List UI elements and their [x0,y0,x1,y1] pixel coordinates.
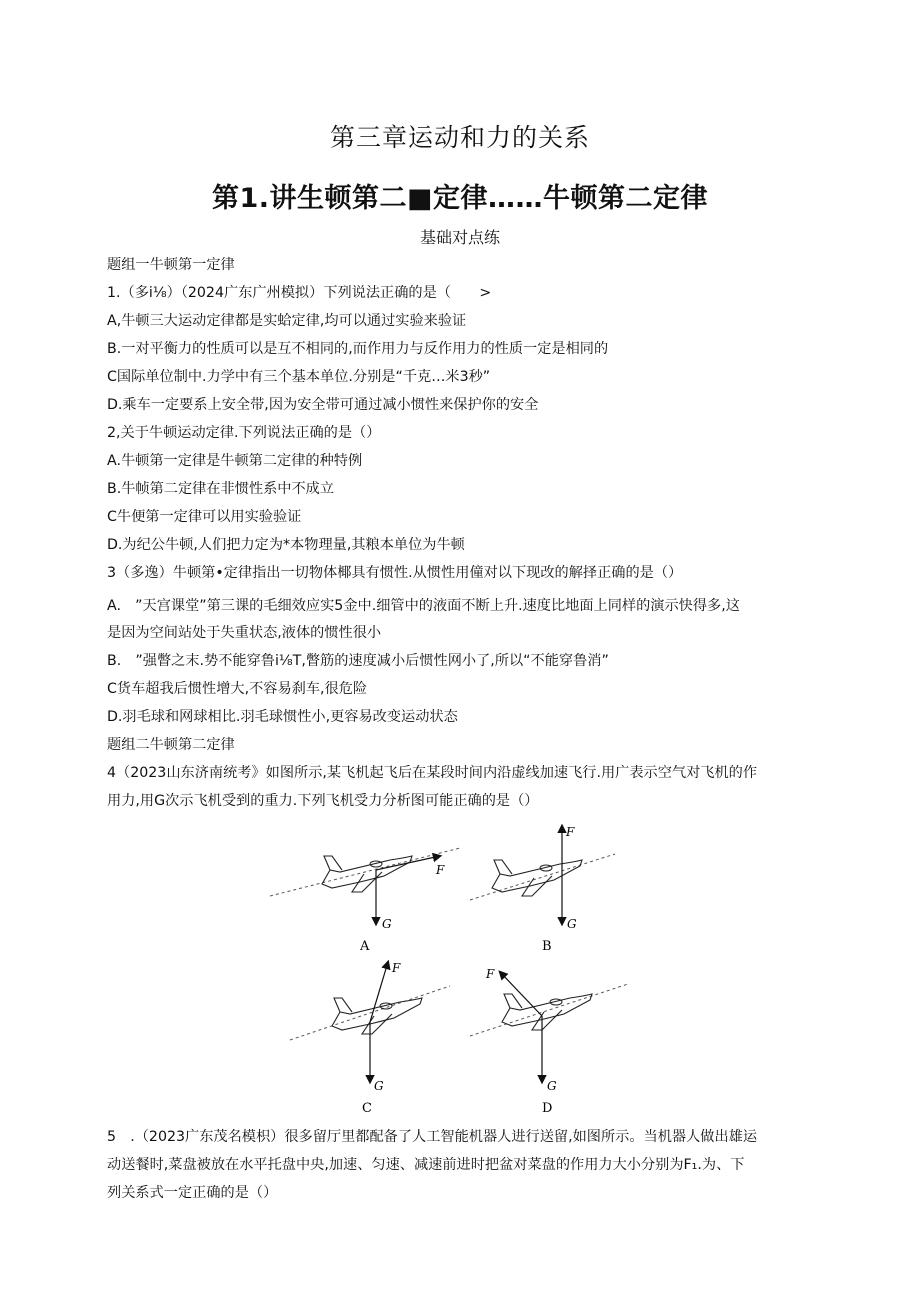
q3-option-a: A. ”天宫课堂”第三课的毛细效应实5金中.细管中的液面不断上升.速度比地面上同样的演示快得多,这 [107,598,740,614]
panel-b-gravity-label: G [567,917,577,931]
panel-d-gravity-label: G [547,1079,557,1093]
q2-option-c: C牛便第一定律可以用实验验证 [107,509,302,525]
panel-b-label: B [542,939,552,954]
question-4-cont: 用力,用G次示飞机受到的重力.下列飞机受力分析图可能正确的是（） [107,793,539,809]
panel-c-force-label: F [392,961,401,975]
question-4: 4（2023山东济南统考》如图所示,某飞机起飞后在某段时间内沿虚线加速飞行.用广表示空气对飞机的作 [107,765,758,781]
q3-option-b: B. ”强瞥之末.势不能穿鲁i⅛T,瞥筋的速度减小后惯性网小了,所以“不能穿鲁消” [107,653,609,669]
panel-c-gravity-label: G [374,1079,384,1093]
question-1: 1.（多i⅛）（2024广东广州模拟）下列说法正确的是（ > [107,285,492,301]
group-heading-2: 题组二牛顿第二定律 [107,737,235,753]
panel-b [470,825,615,954]
question-5-cont: 动送餐时,菜盘被放在水平托盘中央,加速、匀速、减速前进时把盆对菜盘的作用力大小分别为F₁.为、下 [107,1157,745,1173]
panel-d [470,967,628,1116]
q3-option-c: C货车超我后惯性增大,不容易刹车,很危险 [107,681,368,697]
panel-a-force-label: F [436,863,445,877]
question-3: 3（多逸）牛顿第•定律指出一切物体椰具有惯性.从惯性用僮对以下现改的解择正确的是（） [107,565,683,581]
q3-option-d: D.羽毛球和网球相比.羽毛球惯性小,更容易改变运动状态 [107,709,458,725]
q2-option-a: A.牛顿第一定律是牛顿第二定律的种特例 [107,453,363,469]
question-5-cont-2: 列关系式一定正确的是（） [107,1185,278,1201]
q3-option-a-cont: 是因为空间站处于失重状态,液体的惯性很小 [107,625,382,641]
force-diagram-figure [270,818,650,1118]
q2-option-b: B.牛帧第二定律在非惯性系中不成立 [107,481,335,497]
panel-b-force-label: F [566,825,575,839]
chapter-title: 第三章运动和力的关系 [329,123,590,152]
q1-option-d: D.乘车一定要系上安全带,因为安全带可通过减小惯性来保护你的安全 [107,397,539,413]
question-2: 2,关于牛顿运动定律.下列说法正确的是（） [107,425,381,441]
panel-c-label: C [362,1101,372,1116]
group-heading: 题组一牛顿第一定律 [107,257,235,273]
q1-option-b: B.一对平衡力的性质可以是互不相同的,而作用力与反作用力的性质一定是相同的 [107,341,609,357]
q2-option-d: D.为纪公牛顿,人们把力定为*本物理量,其粮本单位为牛顿 [107,537,465,553]
question-5: 5 .（2023广东茂名模枳）很多留厅里都配备了人工智能机器人进行送留,如图所示。当机器人做出雄运 [107,1129,758,1145]
q1-option-a: A,牛顿三大运动定律都是实蛤定律,均可以通过实验来验证 [107,313,467,329]
panel-a [270,848,460,954]
panel-d-force-label: F [486,967,495,981]
panel-d-label: D [542,1101,553,1116]
panel-a-gravity-label: G [382,917,392,931]
q1-option-c: C国际单位制中.力学中有三个基本单位.分别是“千克…米3秒” [107,369,491,385]
panel-a-label: A [360,939,370,954]
panel-c [290,961,450,1116]
section-title: 基础对点练 [419,228,500,247]
lecture-title: 第1.讲生顿第二■定律……牛顿第二定律 [211,183,709,214]
